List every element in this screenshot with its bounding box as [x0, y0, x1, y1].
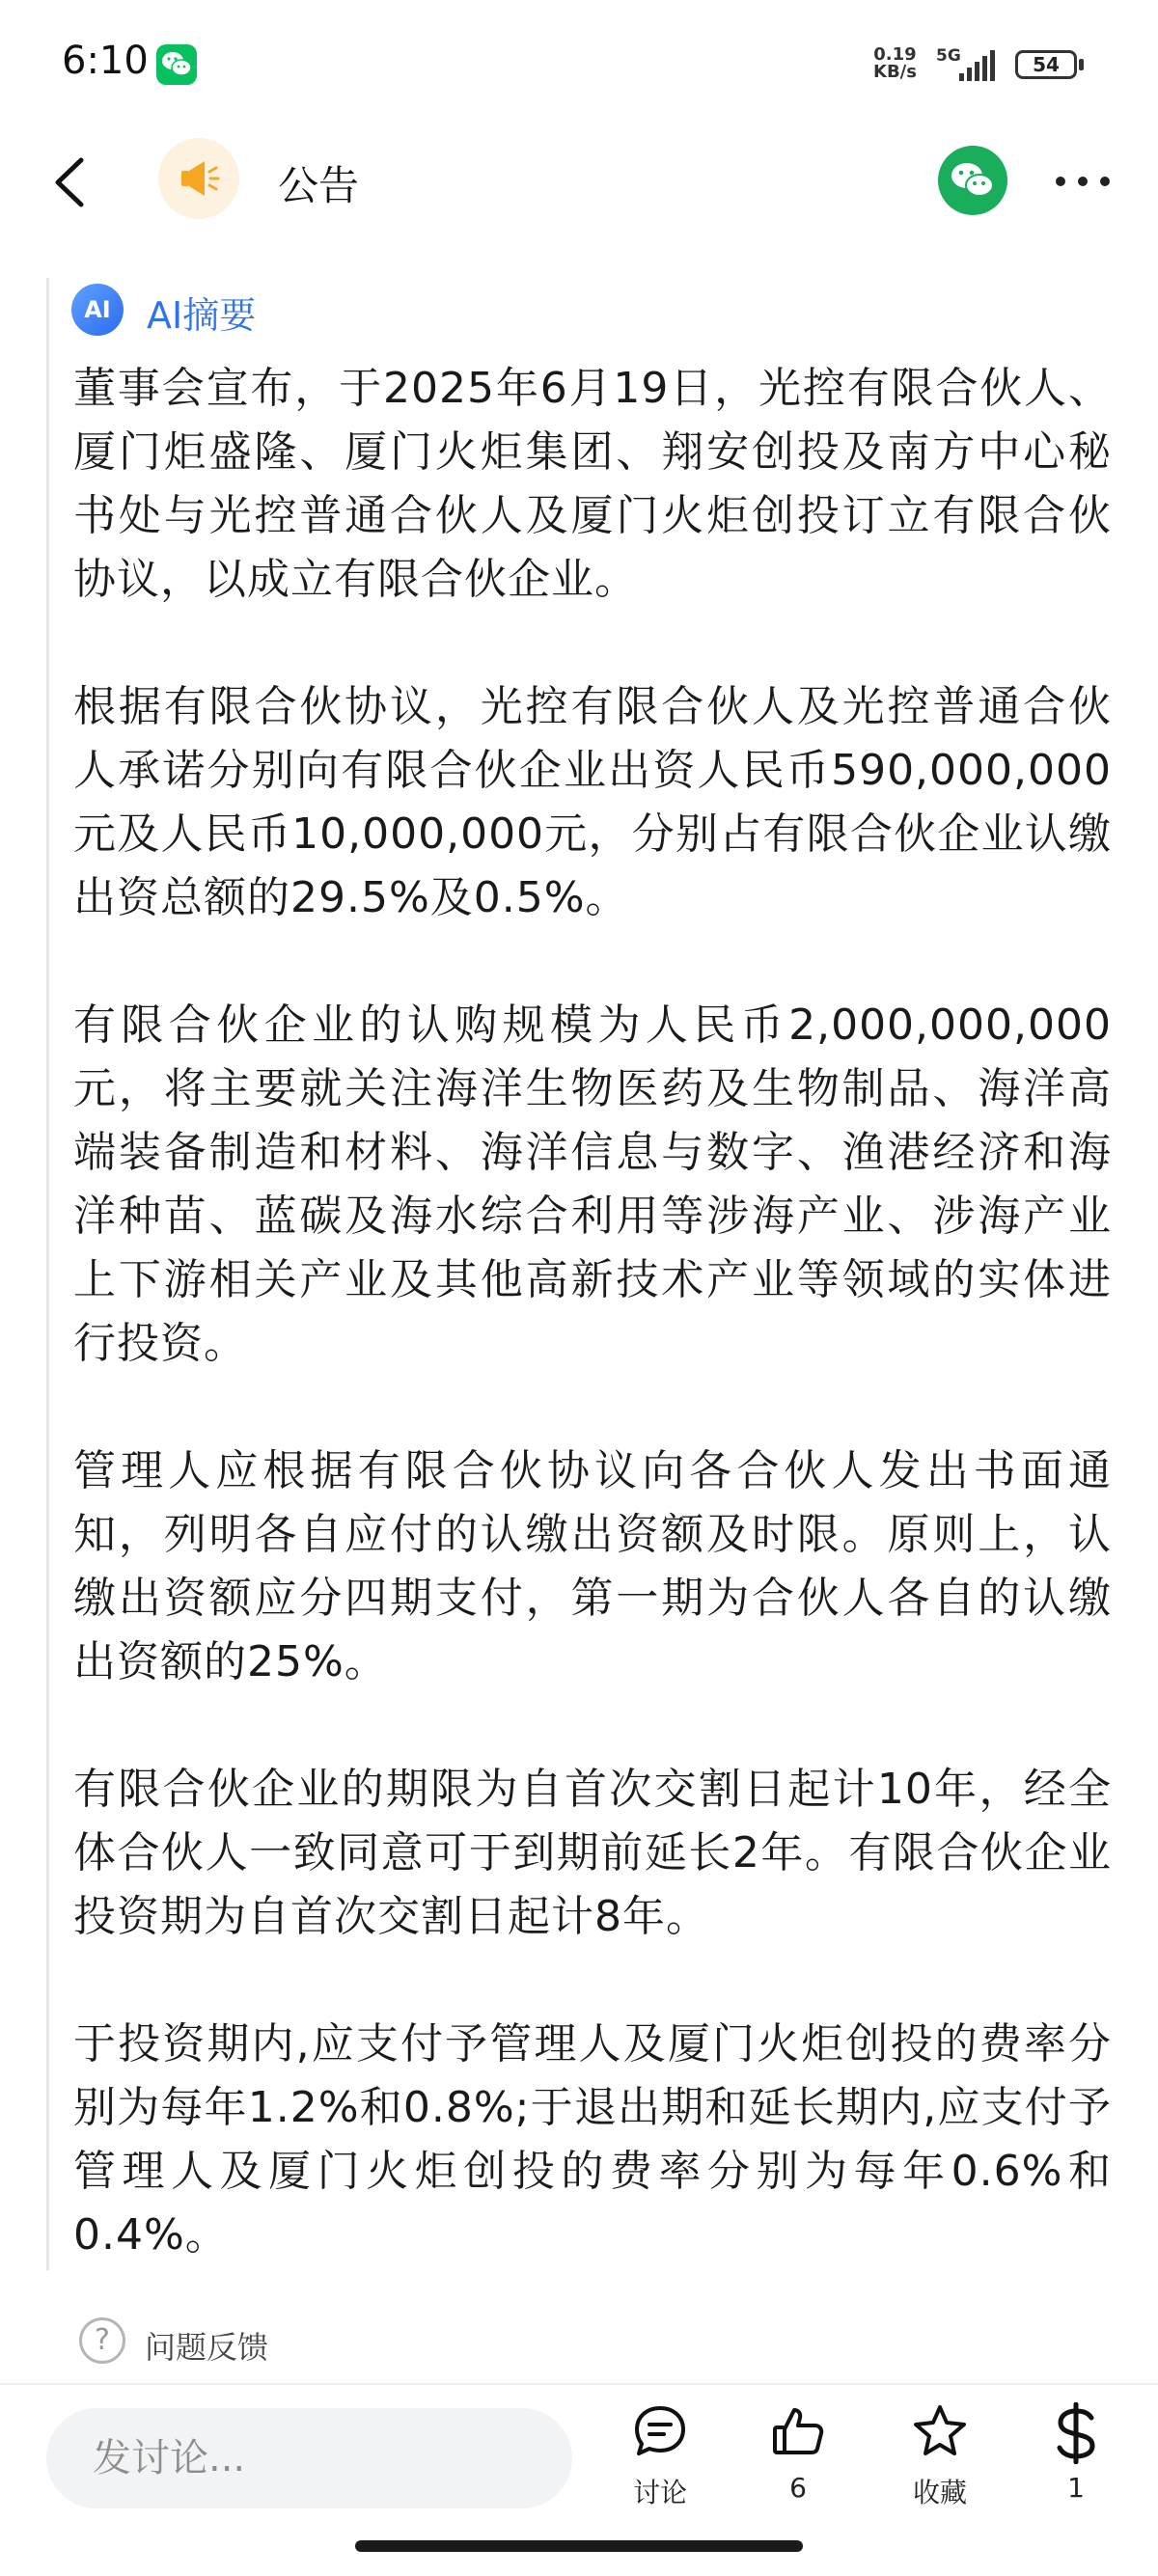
- summary-paragraph: 有限合伙企业的期限为自首次交割日起计10年，经全体合伙人一致同意可于到期前延长2年。有限合伙企业投资期为自首次交割日起计8年。: [73, 1765, 1112, 1941]
- battery-tip: [1079, 59, 1084, 70]
- tip-count: 1: [1067, 2472, 1085, 2504]
- favorite-button[interactable]: [882, 2402, 998, 2518]
- wechat-icon: [951, 161, 995, 200]
- more-dot: [1056, 177, 1065, 186]
- like-button[interactable]: [740, 2402, 856, 2518]
- signal-strength-icon: [936, 46, 1004, 85]
- ai-icon: AI: [71, 284, 124, 336]
- discuss-icon: [631, 2402, 689, 2460]
- favorite-label: 收藏: [912, 2477, 967, 2508]
- discuss-button[interactable]: [602, 2402, 718, 2518]
- summary-paragraph: 管理人应根据有限合伙协议向各合伙人发出书面通知，列明各自应付的认缴出资额及时限。原则上，认缴出资额应分四期支付，第一期为合伙人各自的认缴出资额的25%。: [73, 1446, 1112, 1686]
- bottom-divider: [0, 2383, 1158, 2385]
- network-speed: [873, 46, 917, 81]
- star-icon: [911, 2402, 969, 2460]
- summary-paragraph: 根据有限合伙协议，光控有限合伙人及光控普通合伙人承诺分别向有限合伙企业出资人民币590,000,000元及人民币10,000,000元，分别占有限合伙企业认缴出资总额的29.5%及0.5%。: [73, 682, 1112, 922]
- chevron-left-icon: [39, 149, 106, 216]
- like-count: 6: [789, 2472, 807, 2504]
- more-options-icon[interactable]: [1052, 154, 1114, 203]
- header: [0, 135, 1158, 232]
- tip-button[interactable]: [1018, 2402, 1134, 2518]
- summary-paragraph: 董事会宣布，于2025年6月19日，光控有限合伙人、厦门炬盛隆、厦门火炬集团、翔安创投及南方中心秘书处与光控普通合伙人及厦门火炬创投订立有限合伙协议，以成立有限合伙企业。: [73, 364, 1112, 604]
- status-bar: [0, 0, 1158, 130]
- ai-summary-body: [73, 357, 1112, 2331]
- battery-icon: 54: [1015, 50, 1077, 79]
- announcement-avatar: [158, 138, 239, 219]
- wechat-share-button[interactable]: [938, 146, 1007, 215]
- feedback-label: 问题反馈: [145, 2329, 269, 2366]
- question-mark-icon: ?: [79, 2317, 125, 2364]
- dollar-icon: [1047, 2402, 1105, 2464]
- network-type: 5G: [936, 46, 961, 66]
- ai-summary-title: AI摘要: [147, 294, 257, 337]
- network-speed-unit: KB/s: [873, 62, 917, 82]
- status-time: 6:10: [62, 39, 149, 83]
- more-dot: [1100, 177, 1110, 186]
- megaphone-icon: [176, 155, 222, 202]
- more-dot: [1078, 177, 1088, 186]
- summary-paragraph: 有限合伙企业的认购规模为人民币2,000,000,000元，将主要就关注海洋生物医药及生物制品、海洋高端装备制造和材料、海洋信息与数字、渔港经济和海洋种苗、蓝碳及海水综合利用等涉海产业、涉海产业上下游相关产业及其他高新技术产业等领域的实体进行投资。: [73, 1000, 1112, 1368]
- summary-left-border: [46, 278, 49, 2270]
- summary-paragraph: 于投资期内,应支付予管理人及厦门火炬创投的费率分别为每年1.2%和0.8%;于退出期和延长期内,应支付予管理人及厦门火炬创投的费率分别为每年0.6%和0.4%。: [73, 2019, 1112, 2260]
- thumbs-up-icon: [769, 2402, 827, 2460]
- back-button[interactable]: [39, 149, 106, 216]
- wechat-notification-icon: [156, 44, 197, 85]
- home-indicator[interactable]: [355, 2540, 803, 2552]
- page-title: 公告: [278, 162, 360, 209]
- comment-input[interactable]: 发讨论...: [46, 2408, 572, 2508]
- network-speed-value: 0.19: [873, 44, 917, 65]
- discuss-label: 讨论: [632, 2477, 687, 2508]
